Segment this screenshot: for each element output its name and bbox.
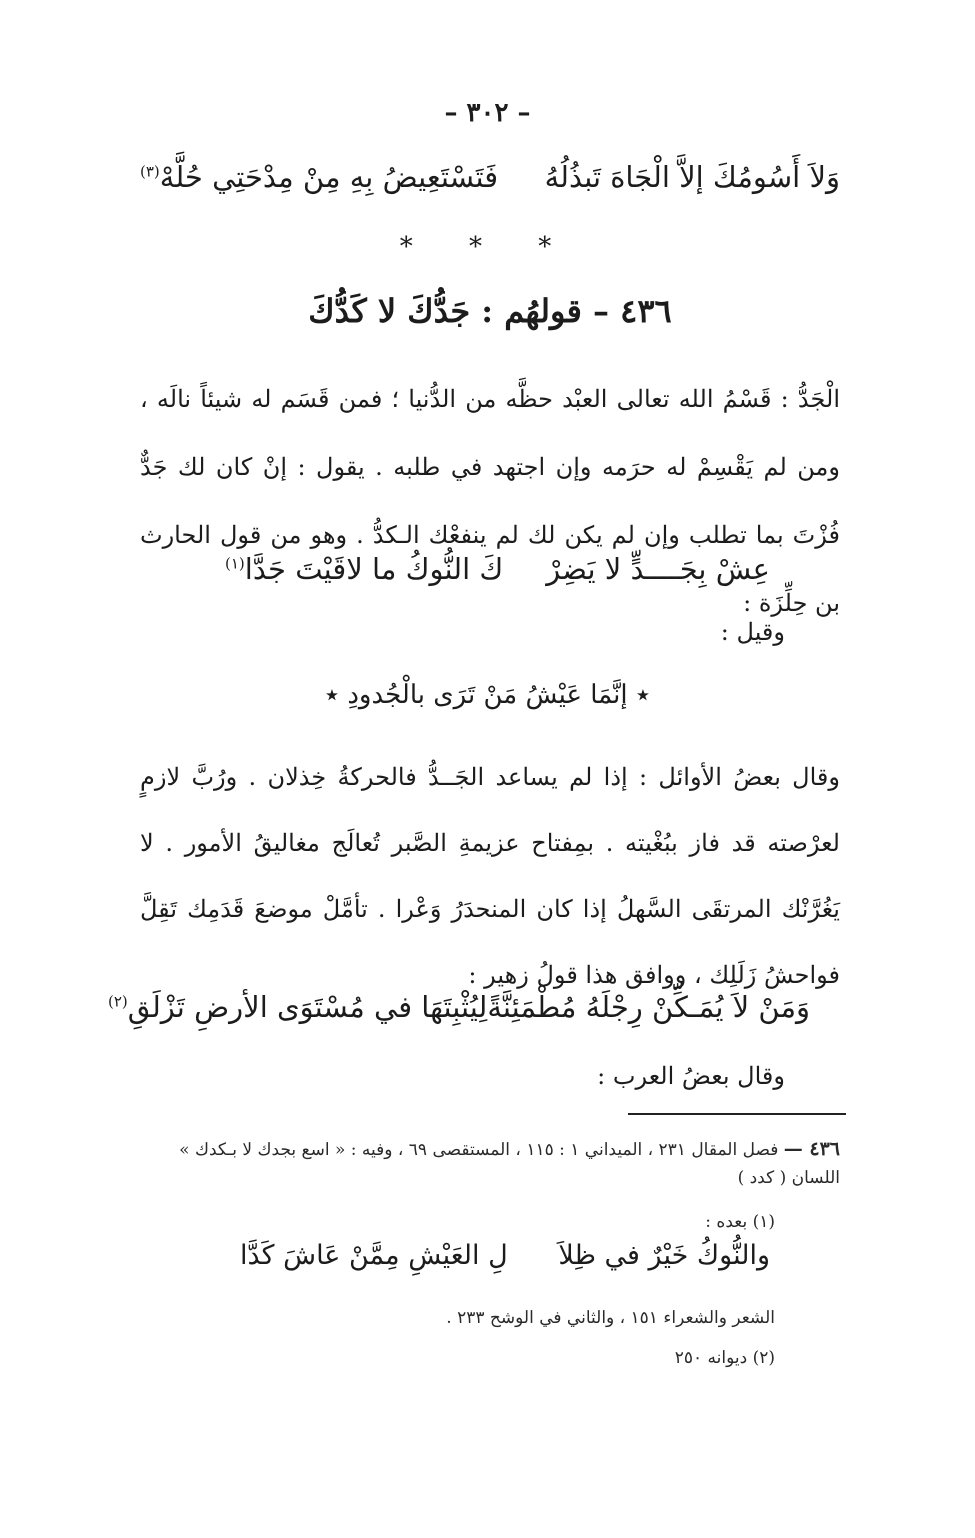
qila-line: وقيل : bbox=[720, 618, 785, 646]
single-hemistich: ٭ إنَّمَا عَيْشُ مَنْ تَرَى بالْجُدودِ ٭ bbox=[324, 680, 651, 710]
verse-zuhair bbox=[108, 990, 810, 1025]
footnote-1-verse bbox=[240, 1240, 770, 1272]
entry-paragraph-1: الْجَدُّ : قَسْمُ الله تعالى العبْد حظَّه من الدُّنيا ؛ فمن قَسَم له شيئاً نالَه ، ومن لم يَقْسِمْ له حرَمه وإن اجتهد في طلبه . يقول : إنْ كان لك جَدٌّ فُزْتَ بما تطلب وإن لم يكن لك لم ينفعْك الـكدُّ . وهو من قول الحارث بن حِلِّزَة : bbox=[140, 385, 840, 617]
footnote-2: (٢) ديوانه ٢٥٠ bbox=[674, 1348, 775, 1368]
footnote-main-text: فصل المقال ٢٣١ ، الميداني ١ : ١١٥ ، المستقصى ٦٩ ، وفيه : « اسع بجدك لا بـكدك » اللسان ( كدد ) bbox=[179, 1140, 840, 1188]
footnote-1-label: (١) بعده : bbox=[705, 1212, 775, 1232]
footnote-main bbox=[150, 1135, 840, 1192]
top-verse-second-hemistich: فَتَسْتَعِيضُ بِهِ مِنْ مِدْحَتِي حُلَّهْ$^{(٣)}$ bbox=[140, 160, 499, 194]
footnote-separator bbox=[628, 1113, 846, 1115]
top-verse-note-marker: (٣) bbox=[140, 162, 160, 181]
verse-harith-second-hemistich: كَ النُّوكُ ما لاقَيْتَ جَدَّا$^{(١)}$ bbox=[225, 552, 504, 586]
verse-zuhair-note-marker: (٢) bbox=[108, 992, 128, 1011]
footnote-1-verse-first-hemistich: والنُّوكُ خَيْرٌ في ظِلاَ bbox=[558, 1240, 770, 1271]
page-number: – ٣٠٢ – bbox=[444, 98, 531, 128]
qala-ba3d-line: وقال بعضُ العرب : bbox=[597, 1062, 785, 1090]
footnote-main-number: ٤٣٦ — bbox=[783, 1138, 840, 1160]
top-verse bbox=[140, 160, 840, 195]
verse-harith-first-hemistich: عِشْ بِجَــــدٍّ لا يَضِرْ bbox=[546, 552, 770, 586]
section-divider-stars: * * * bbox=[399, 232, 576, 262]
entry-paragraph-2: وقال بعضُ الأوائل : إذا لم يساعد الجَــدُّ فالحركةُ خِذلان . ورُبَّ لازمٍ لعرْصته قد فاز ببُغْيته . بمِفتاح عزيمةِ الصَّبر تُعالَج مغاليقُ الأمور . لا يَغُرَّنْك المرتقَى السَّهلُ إذا كان المنحدَرُ وَعْرا . تأمَّلْ موضعَ قَدَمِك تَقِلَّ فواحشُ زَلَلِك ، ووافق هذا قولُ زهير : bbox=[140, 763, 840, 989]
footnote-1-verse-second-hemistich: لِ العَيْشِ مِمَّنْ عَاشَ كَدَّا bbox=[240, 1240, 508, 1271]
footnote-1-source: الشعر والشعراء ١٥١ ، والثاني في الوشح ٢٣٣ . bbox=[446, 1308, 775, 1328]
verse-zuhair-second-hemistich: لِيُثْبِتَهَا في مُسْتَوَى الأرضِ تَزْلَقِ$^{(٢)}$ bbox=[108, 990, 488, 1024]
verse-zuhair-first-hemistich: وَمَنْ لاَ يُمَـكِّنْ رِجْلَهُ مُطْمَئِنَّةً bbox=[487, 990, 810, 1024]
verse-harith-note-marker: (١) bbox=[225, 554, 245, 573]
verse-harith bbox=[225, 552, 770, 587]
top-verse-first-hemistich: وَلاَ أَسُومُكَ إلاَّ الْجَاهَ تَبذُلُهُ bbox=[544, 160, 840, 194]
entry-heading: ٤٣٦ – قولهُم : جَدُّكَ لا كَدُّكَ bbox=[308, 292, 672, 330]
